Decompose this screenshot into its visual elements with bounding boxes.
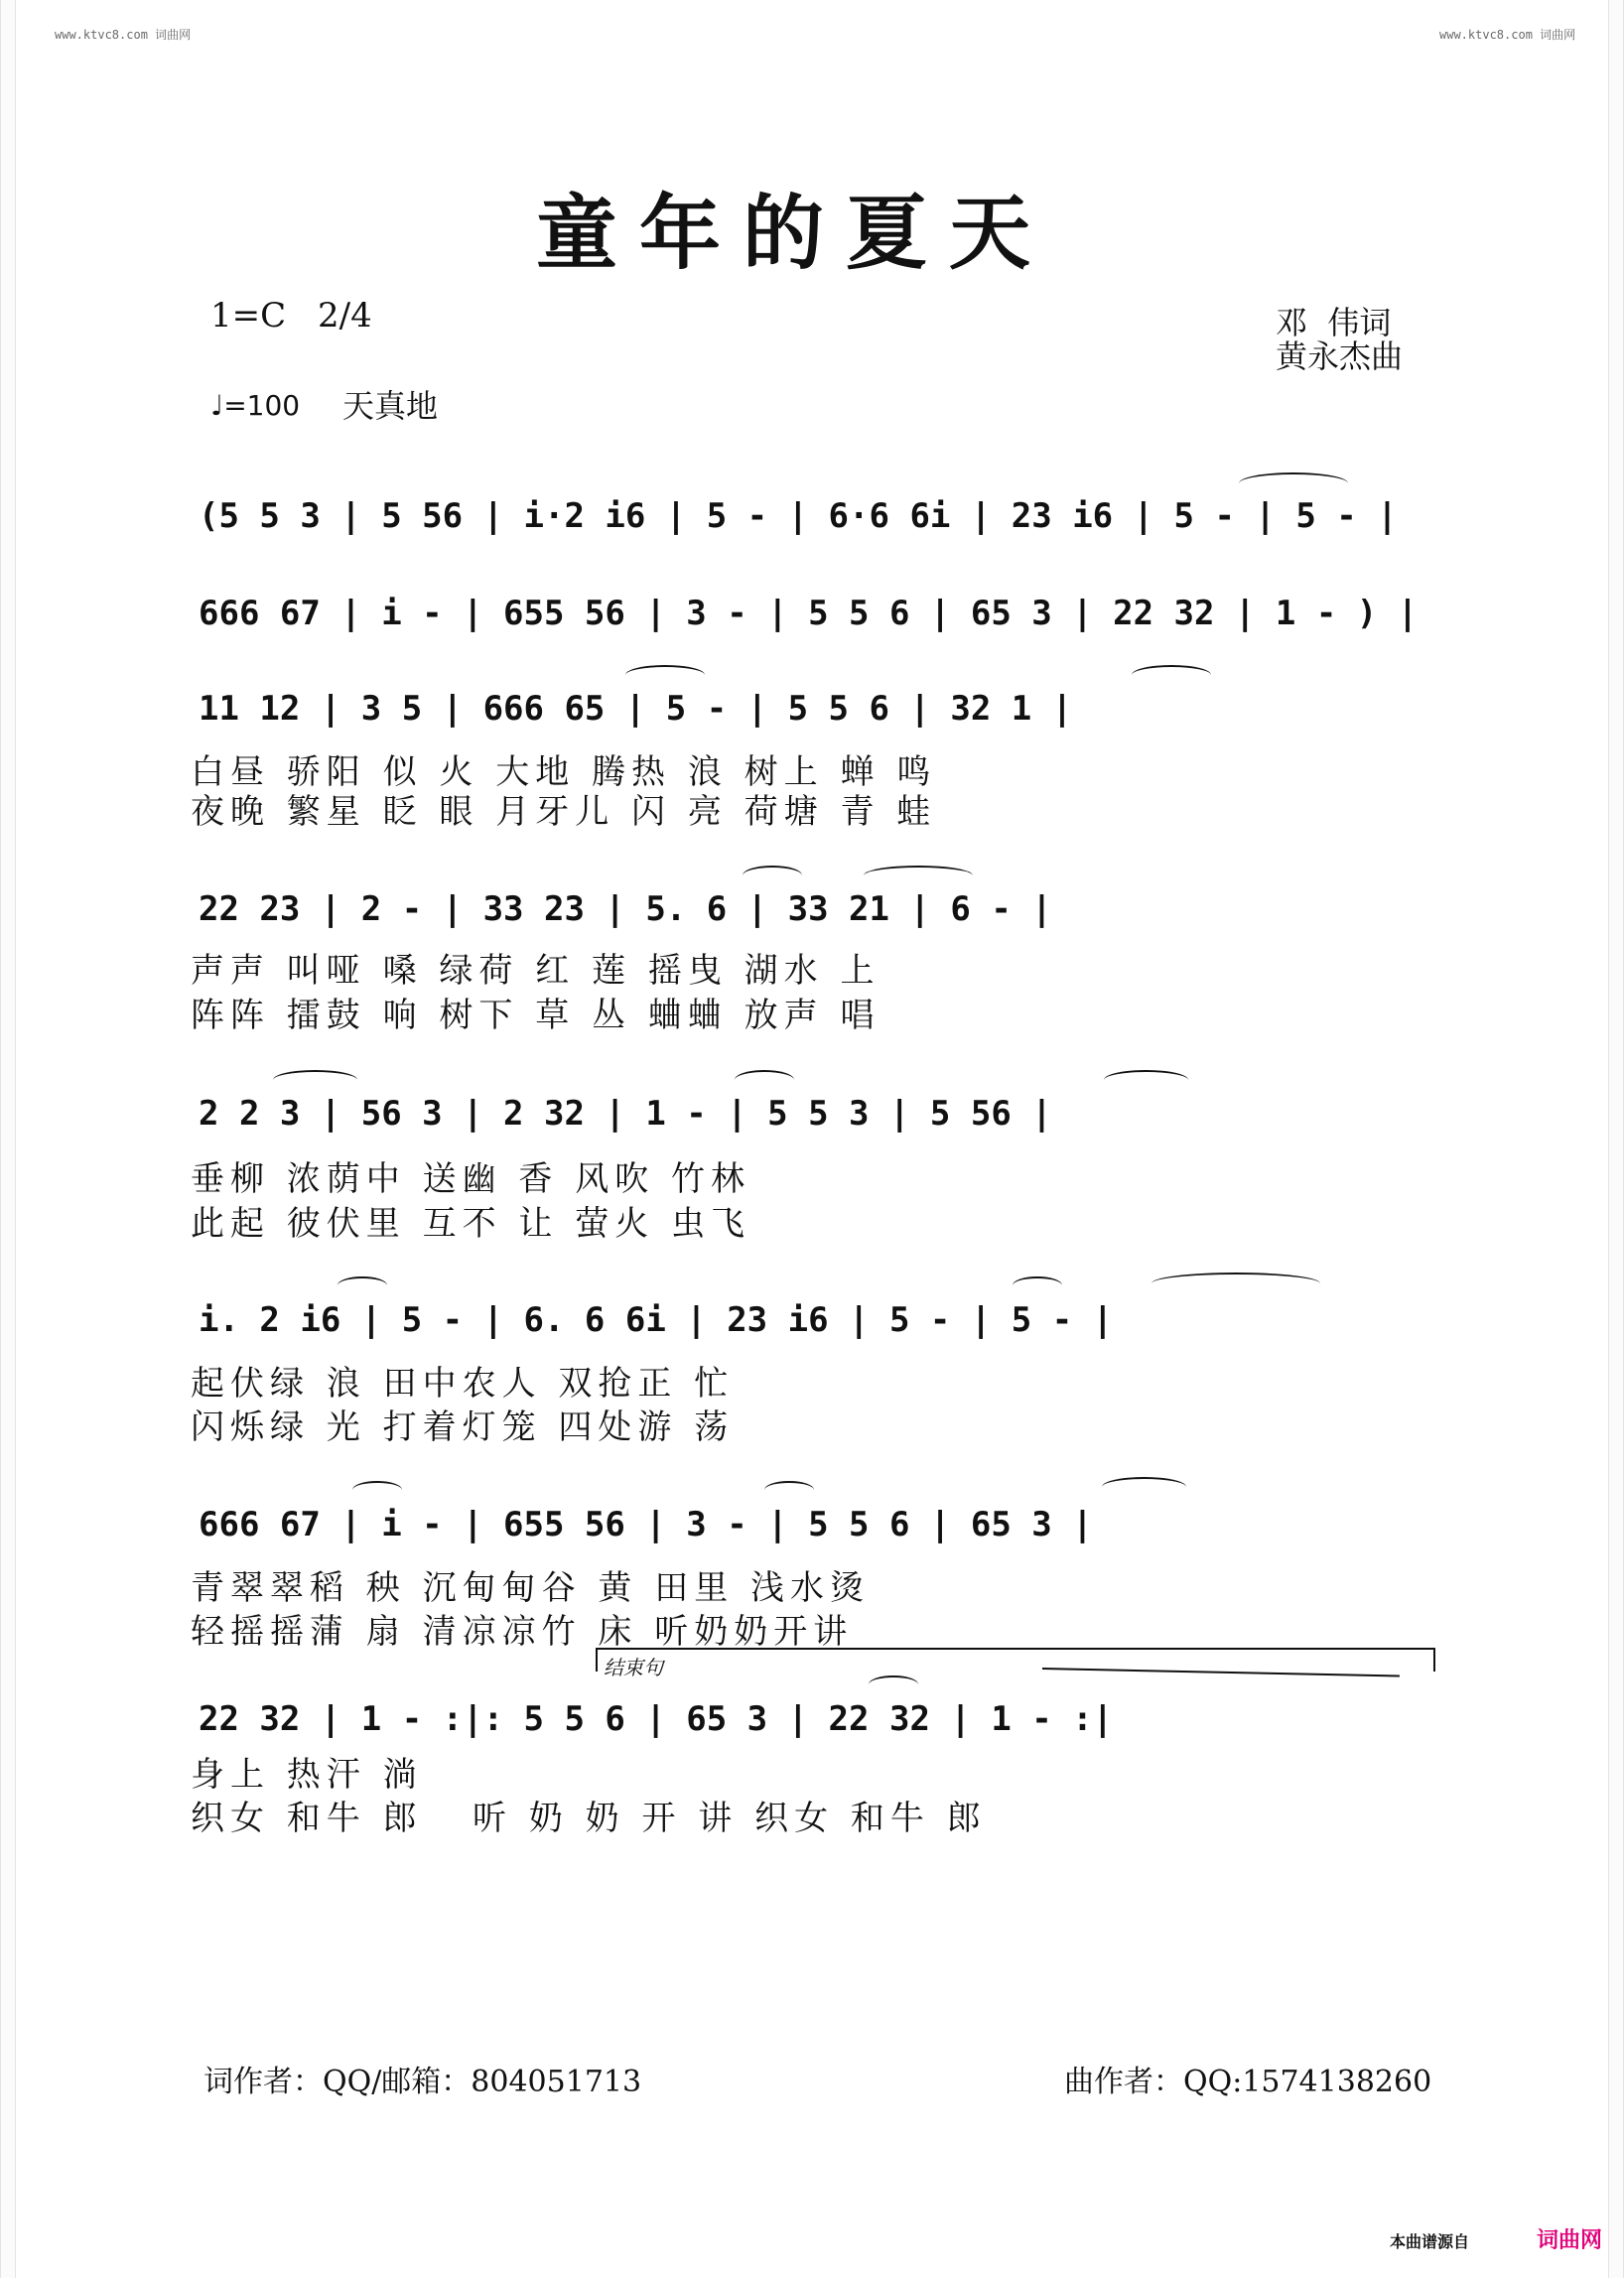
lyric-verse-1: 身上 热汗 淌 (191, 1755, 423, 1795)
notation-line-1: (5 5 3 | 5 56 | i·2 i6 | 5 - | 6·6 6i | 23 i6 | 5 - | 5 - | (199, 496, 1398, 536)
lyric-verse-1: 起伏绿 浪 田中农人 双抢正 忙 (191, 1364, 735, 1404)
notation-line-7: 666 67 | i - | 655 56 | 3 - | 5 5 6 | 65 3 | (199, 1505, 1093, 1544)
composer-credit: 黄永杰曲 (1276, 337, 1404, 375)
lyric-verse-1: 青翠翠稻 秧 沉甸甸谷 黄 田里 浅水烫 (191, 1568, 871, 1608)
left-watermark-strip (0, 0, 16, 2278)
notation-line-2: 666 67 | i - | 655 56 | 3 - | 5 5 6 | 65 3 | 22 32 | 1 - ) | (199, 594, 1419, 633)
page-title: 童年的夏天 (536, 187, 1053, 281)
time-signature: 2/4 (318, 296, 372, 335)
watermark-right: www.ktvc8.com 词曲网 (1439, 28, 1576, 42)
lyric-verse-2: 闪烁绿 光 打着灯笼 四处游 荡 (191, 1407, 735, 1447)
slur (764, 1481, 814, 1499)
lyric-verse-1: 垂柳 浓荫中 送幽 香 风吹 竹林 (191, 1159, 751, 1199)
source-brand[interactable]: 词曲网 (1537, 2228, 1603, 2253)
lyric-verse-1: 声声 叫哑 嗓 绿荷 红 莲 摇曳 湖水 上 (191, 951, 880, 991)
slur (864, 866, 973, 885)
lyric-verse-2: 阵阵 擂鼓 响 树下 草 丛 蛐蛐 放声 唱 (191, 996, 880, 1035)
lyric-verse-2: 织女 和牛 郎 听 奶 奶 开 讲 织女 和牛 郎 (191, 1799, 987, 1838)
slur (1013, 1276, 1062, 1294)
slur (625, 665, 705, 685)
slur (869, 1675, 918, 1693)
slur (1132, 665, 1211, 685)
notation-line-8: 22 32 | 1 - :|: 5 5 6 | 65 3 | 22 32 | 1 - :| (199, 1699, 1114, 1739)
watermark-left: www.ktvc8.com 词曲网 (55, 28, 192, 42)
slur (1102, 1477, 1186, 1497)
source-label: 本曲谱源自 (1390, 2232, 1470, 2251)
slur (338, 1276, 387, 1294)
key-signature: 1=C (210, 296, 287, 335)
ending-label: 结束句 (604, 1656, 663, 1679)
slur (735, 1070, 794, 1090)
right-watermark-strip (1608, 0, 1624, 2278)
notation-line-4: 22 23 | 2 - | 33 23 | 5. 6 | 33 21 | 6 - | (199, 889, 1052, 929)
composer-contact: 曲作者：QQ:1574138260 (1064, 2065, 1432, 2099)
slur (743, 866, 802, 885)
lyricist-contact: 词作者：QQ/邮箱：804051713 (203, 2065, 642, 2099)
ending-bracket (596, 1648, 1435, 1672)
notation-line-6: i. 2 i6 | 5 - | 6. 6 6i | 23 i6 | 5 - | 5 - | (199, 1300, 1114, 1340)
lyric-verse-1: 白昼 骄阳 似 火 大地 腾热 浪 树上 蝉 鸣 (191, 752, 937, 792)
slur (352, 1481, 402, 1499)
tempo-marking: ♩=100 (210, 389, 301, 422)
lyric-verse-2: 此起 彼伏里 互不 让 萤火 虫飞 (191, 1204, 751, 1244)
notation-line-3: 11 12 | 3 5 | 666 65 | 5 - | 5 5 6 | 32 1 | (199, 689, 1073, 729)
slur (1104, 1070, 1188, 1090)
slur (273, 1070, 357, 1090)
lyricist-credit: 邓 伟词 (1276, 304, 1392, 341)
slur (1151, 1273, 1320, 1294)
lyric-verse-2: 夜晚 繁星 眨 眼 月牙儿 闪 亮 荷塘 青 蛙 (191, 792, 937, 832)
expression-marking: 天真地 (342, 387, 439, 425)
notation-line-5: 2 2 3 | 56 3 | 2 32 | 1 - | 5 5 3 | 5 56 | (199, 1094, 1052, 1134)
slur (1239, 472, 1348, 494)
lyric-verse-2: 轻摇摇蒲 扇 清凉凉竹 床 听奶奶开讲 (191, 1612, 854, 1652)
